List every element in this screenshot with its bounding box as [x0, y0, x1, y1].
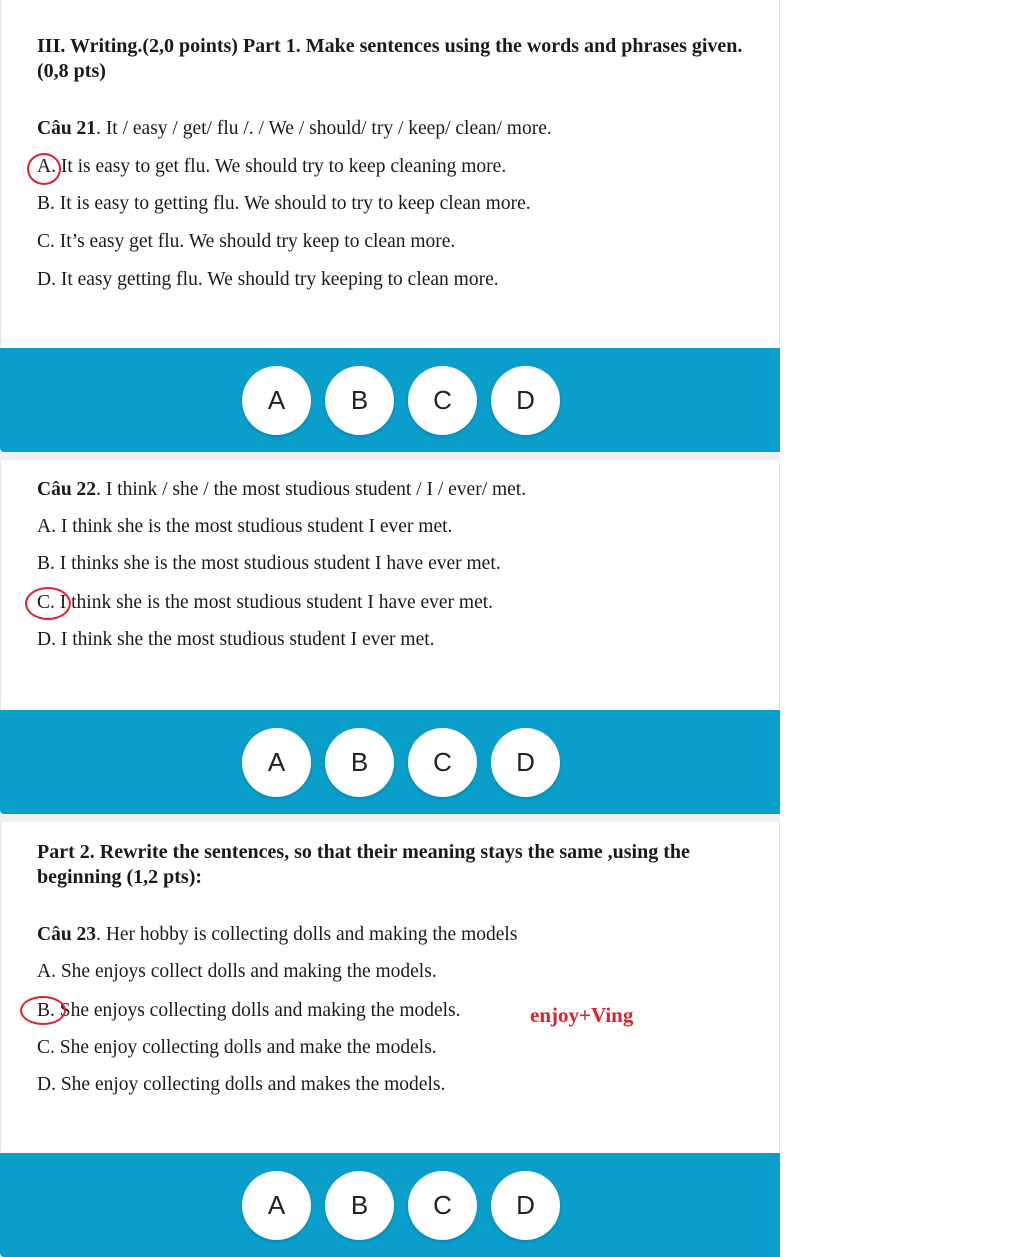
section-heading-part2: Part 2. Rewrite the sentences, so that their meaning stays the same ,using the beginning (1,2 pts):	[37, 841, 690, 888]
answer-choice-c[interactable]: C	[408, 366, 477, 435]
answer-choice-b[interactable]: B	[325, 1171, 394, 1240]
answer-circle-mark-21	[27, 153, 61, 185]
question-22-option-b: B. I thinks she is the most studious student I have ever met.	[37, 553, 501, 574]
question-card-3	[0, 822, 780, 1153]
divider	[0, 814, 780, 822]
question-21-option-a: A. It is easy to get flu. We should try to keep cleaning more.	[37, 156, 507, 177]
answer-choice-d[interactable]: D	[491, 366, 560, 435]
question-card-1	[0, 0, 780, 348]
answer-choices-21	[242, 366, 560, 435]
question-23-text: . Her hobby is collecting dolls and making the models	[96, 924, 518, 945]
question-21-label: Câu 21	[37, 118, 97, 139]
question-23-label: Câu 23	[37, 924, 97, 945]
question-21-prompt	[37, 117, 552, 141]
answer-choice-c[interactable]: C	[408, 728, 477, 797]
question-23-prompt	[37, 923, 517, 947]
divider	[0, 452, 780, 460]
section-heading-part1: III. Writing.(2,0 points) Part 1. Make sentences using the words and phrases given. (0,8 pts)	[37, 35, 743, 82]
question-21-option-d: D. It easy getting flu. We should try keeping to clean more.	[37, 269, 499, 290]
answer-bar-21	[0, 348, 780, 452]
answer-bar-23	[0, 1153, 780, 1257]
teacher-note: enjoy+Ving	[530, 1003, 634, 1027]
question-22-option-a: A. I think she is the most studious student I ever met.	[37, 516, 453, 537]
answer-choices-23	[242, 1171, 560, 1240]
question-card-2	[0, 460, 780, 710]
question-22-option-c: C. I think she is the most studious student I have ever met.	[37, 592, 494, 613]
question-23-option-d: D. She enjoy collecting dolls and makes the models.	[37, 1074, 446, 1095]
question-22-prompt	[37, 478, 526, 502]
answer-choice-b[interactable]: B	[325, 728, 394, 797]
answer-choice-b[interactable]: B	[325, 366, 394, 435]
answer-choice-a[interactable]: A	[242, 728, 311, 797]
answer-bar-22	[0, 710, 780, 814]
answer-circle-mark-22	[25, 587, 71, 620]
question-22-text: . I think / she / the most studious student / I / ever/ met.	[96, 479, 527, 500]
question-23-option-b: B. She enjoys collecting dolls and making the models.	[37, 1000, 461, 1021]
question-21-option-b: B. It is easy to getting flu. We should to try to keep clean more.	[37, 193, 531, 214]
answer-choice-a[interactable]: A	[242, 1171, 311, 1240]
question-23-option-c: C. She enjoy collecting dolls and make the models.	[37, 1037, 437, 1058]
question-23-option-a: A. She enjoys collect dolls and making the models.	[37, 961, 437, 982]
answer-choice-a[interactable]: A	[242, 366, 311, 435]
answer-choice-d[interactable]: D	[491, 1171, 560, 1240]
answer-choice-c[interactable]: C	[408, 1171, 477, 1240]
question-22-label: Câu 22	[37, 479, 97, 500]
question-21-option-c: C. It’s easy get flu. We should try keep to clean more.	[37, 231, 456, 252]
answer-choices-22	[242, 728, 560, 797]
question-21-text: . It / easy / get/ flu /. / We / should/ try / keep/ clean/ more.	[96, 118, 552, 139]
question-22-option-d: D. I think she the most studious student I ever met.	[37, 629, 435, 650]
answer-circle-mark-23	[20, 996, 66, 1025]
answer-choice-d[interactable]: D	[491, 728, 560, 797]
